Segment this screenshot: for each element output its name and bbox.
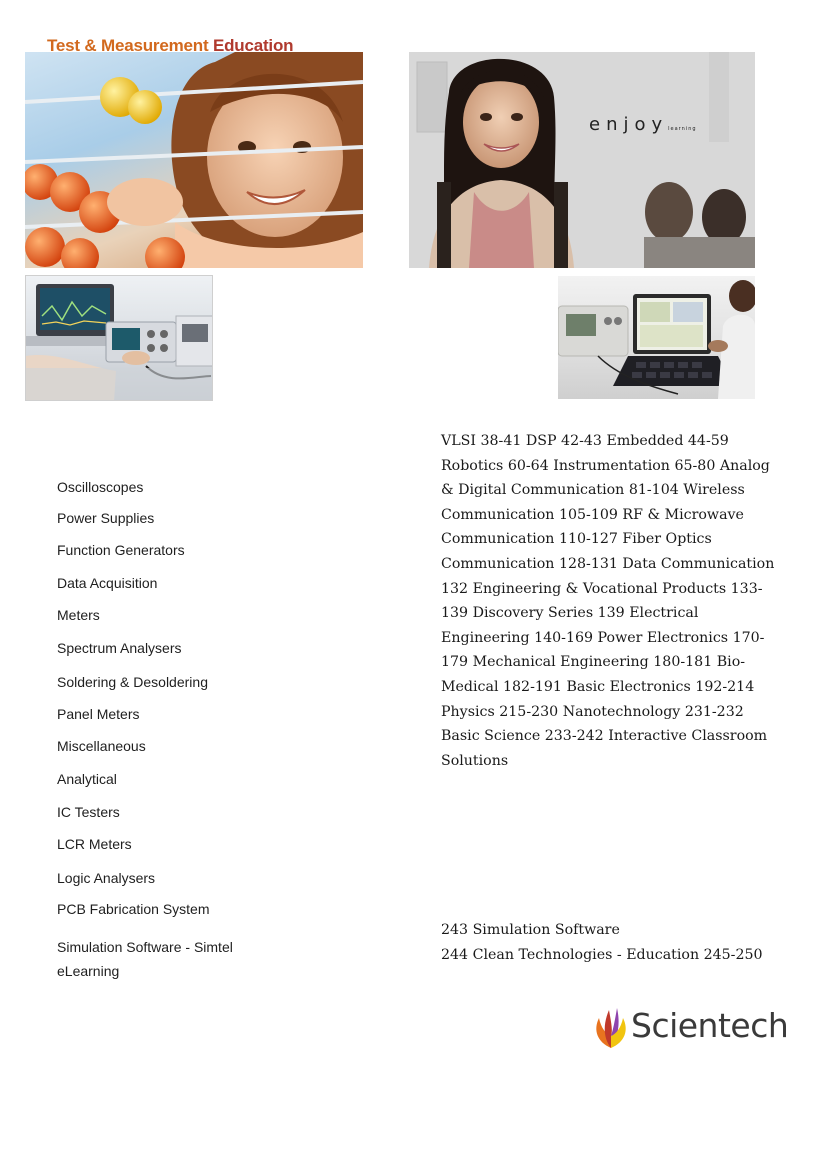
child-abacus-photo xyxy=(25,52,363,268)
list-item: IC Testers xyxy=(57,804,120,820)
list-item: Panel Meters xyxy=(57,706,140,722)
list-item: Analytical xyxy=(57,771,117,787)
child-abacus-illustration xyxy=(25,52,363,268)
laptop-trainer-lab-photo xyxy=(558,276,755,399)
student-photo xyxy=(409,52,755,268)
enjoy-overlay-text: enjoy xyxy=(589,114,669,135)
laptop-trainer-illustration xyxy=(558,276,755,399)
list-item: Miscellaneous xyxy=(57,738,146,754)
student-illustration xyxy=(409,52,755,268)
list-item: LCR Meters xyxy=(57,836,132,852)
list-item: eLearning xyxy=(57,963,120,979)
scientech-logo-text: Scientech xyxy=(631,1006,789,1045)
subject-page-index: VLSI 38-41 DSP 42-43 Embedded 44-59 Robotics 60-64 Instrumentation 65-80 Analog & Digital Communication 81-104 Wireless Communication 105-109 RF & Microwave Communication 110-127 Fiber Optics Communication 128-131 Data Communication 132 Engineering & Vocational Products 133-139 Discovery Series 139 Electrical Engineering 140-169 Power Electronics 170-179 Mechanical Engineering 180-181 Bio-Medical 182-191 Basic Electronics 192-214 Physics 215-230 Nanotechnology 231-232 Basic Science 233-242 Interactive Classroom Solutions xyxy=(441,433,775,769)
list-item: PCB Fabrication System xyxy=(57,901,210,917)
list-item: Meters xyxy=(57,607,100,623)
scientech-logo xyxy=(591,1004,791,1052)
page-title-part1: Test & Measurement xyxy=(47,36,213,55)
list-item: Function Generators xyxy=(57,542,185,558)
scientech-flame-icon xyxy=(591,1004,631,1052)
list-item: Oscilloscopes xyxy=(57,479,144,495)
list-item: Logic Analysers xyxy=(57,870,156,886)
enjoy-learning-overlay xyxy=(589,114,697,135)
oscilloscope-lab-illustration xyxy=(26,276,213,401)
index-line: 244 Clean Technologies - Education 245-250 xyxy=(441,946,763,963)
list-item: Spectrum Analysers xyxy=(57,640,182,656)
oscilloscope-lab-photo xyxy=(25,275,213,401)
page-title-part2: Education xyxy=(212,36,294,55)
list-item: Soldering & Desoldering xyxy=(57,674,208,690)
list-item: Power Supplies xyxy=(57,510,155,526)
list-item: Simulation Software - Simtel xyxy=(57,939,233,955)
learning-overlay-subtext: learning xyxy=(668,126,697,132)
subject-page-index-continued xyxy=(441,918,781,967)
page-title xyxy=(47,36,293,56)
list-item: Data Acquisition xyxy=(57,575,158,591)
index-line: 243 Simulation Software xyxy=(441,922,620,938)
